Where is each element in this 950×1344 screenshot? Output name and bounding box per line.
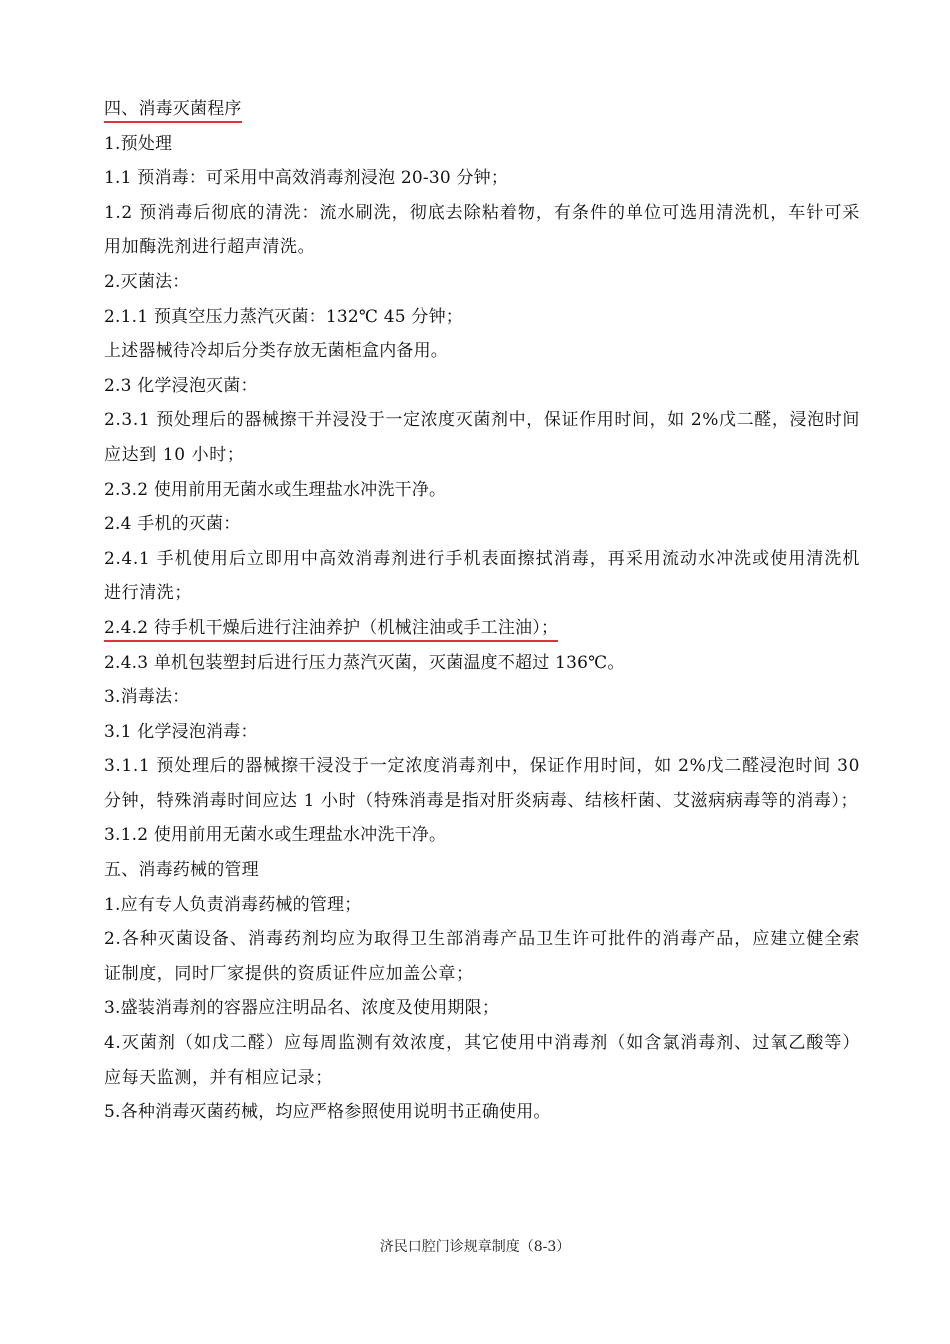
section-heading-4 [104, 92, 860, 127]
paragraph: 2.4.1 手机使用后立即用中高效消毒剂进行手机表面擦拭消毒，再采用流动水冲洗或使用清洗机进行清洗； [104, 548, 860, 604]
paragraph: 3.盛装消毒剂的容器应注明品名、浓度及使用期限； [104, 998, 500, 1019]
paragraph-underlined [104, 611, 860, 646]
paragraph: 2.各种灭菌设备、消毒药剂均应为取得卫生部消毒产品卫生许可批件的消毒产品，应建立健全索证制度，同时厂家提供的资质证件应加盖公章； [104, 929, 860, 984]
paragraph: 3.1.1 预处理后的器械擦干浸没于一定浓度消毒剂中，保证作用时间，如 2%戊二醛浸泡时间 30 分钟，特殊消毒时间应达 1 小时（特殊消毒是指对肝炎病毒、结核杆菌、艾滋病病毒等的消毒）； [104, 756, 860, 811]
paragraph: 2.1.1 预真空压力蒸汽灭菌：132℃ 45 分钟； [104, 306, 463, 327]
page-footer: 济民口腔门诊规章制度（8-3） [379, 1239, 571, 1255]
section-heading-5: 五、消毒药械的管理 [104, 860, 259, 881]
paragraph: 3.1 化学浸泡消毒： [104, 721, 258, 742]
paragraph: 2.灭菌法： [104, 271, 190, 292]
paragraph: 1.1 预消毒：可采用中高效消毒剂浸泡 20-30 分钟； [104, 168, 509, 189]
paragraph: 1.应有专人负责消毒药械的管理； [104, 894, 362, 915]
paragraph: 1.预处理 [104, 133, 173, 154]
paragraph: 2.3.1 预处理后的器械擦干并浸没于一定浓度灭菌剂中，保证作用时间，如 2%戊二醛，浸泡时间应达到 10 小时； [104, 410, 860, 465]
paragraph: 2.3.2 使用前用无菌水或生理盐水冲洗干净。 [104, 479, 447, 500]
paragraph: 上述器械待冷却后分类存放无菌柜盒内备用。 [104, 341, 448, 362]
paragraph: 2.4 手机的灭菌： [104, 514, 241, 535]
paragraph: 2.4.3 单机包装塑封后进行压力蒸汽灭菌，灭菌温度不超过 136℃。 [104, 652, 625, 673]
paragraph: 3.1.2 使用前用无菌水或生理盐水冲洗干净。 [104, 825, 447, 846]
underlined-heading: 四、消毒灭菌程序 [104, 98, 242, 123]
paragraph: 5.各种消毒灭菌药械，均应严格参照使用说明书正确使用。 [104, 1102, 551, 1123]
paragraph: 3.消毒法： [104, 687, 190, 708]
paragraph: 1.2 预消毒后彻底的清洗：流水刷洗，彻底去除粘着物，有条件的单位可选用清洗机，车针可采用加酶洗剂进行超声清洗。 [104, 202, 860, 258]
paragraph: 2.3 化学浸泡灭菌： [104, 375, 258, 396]
document-body [104, 92, 860, 1130]
paragraph: 4.灭菌剂（如戊二醛）应每周监测有效浓度，其它使用中消毒剂（如含氯消毒剂、过氧乙酸等）应每天监测，并有相应记录； [104, 1033, 860, 1088]
underlined-text: 2.4.2 待手机干燥后进行注油养护（机械注油或手工注油）； [104, 617, 558, 642]
